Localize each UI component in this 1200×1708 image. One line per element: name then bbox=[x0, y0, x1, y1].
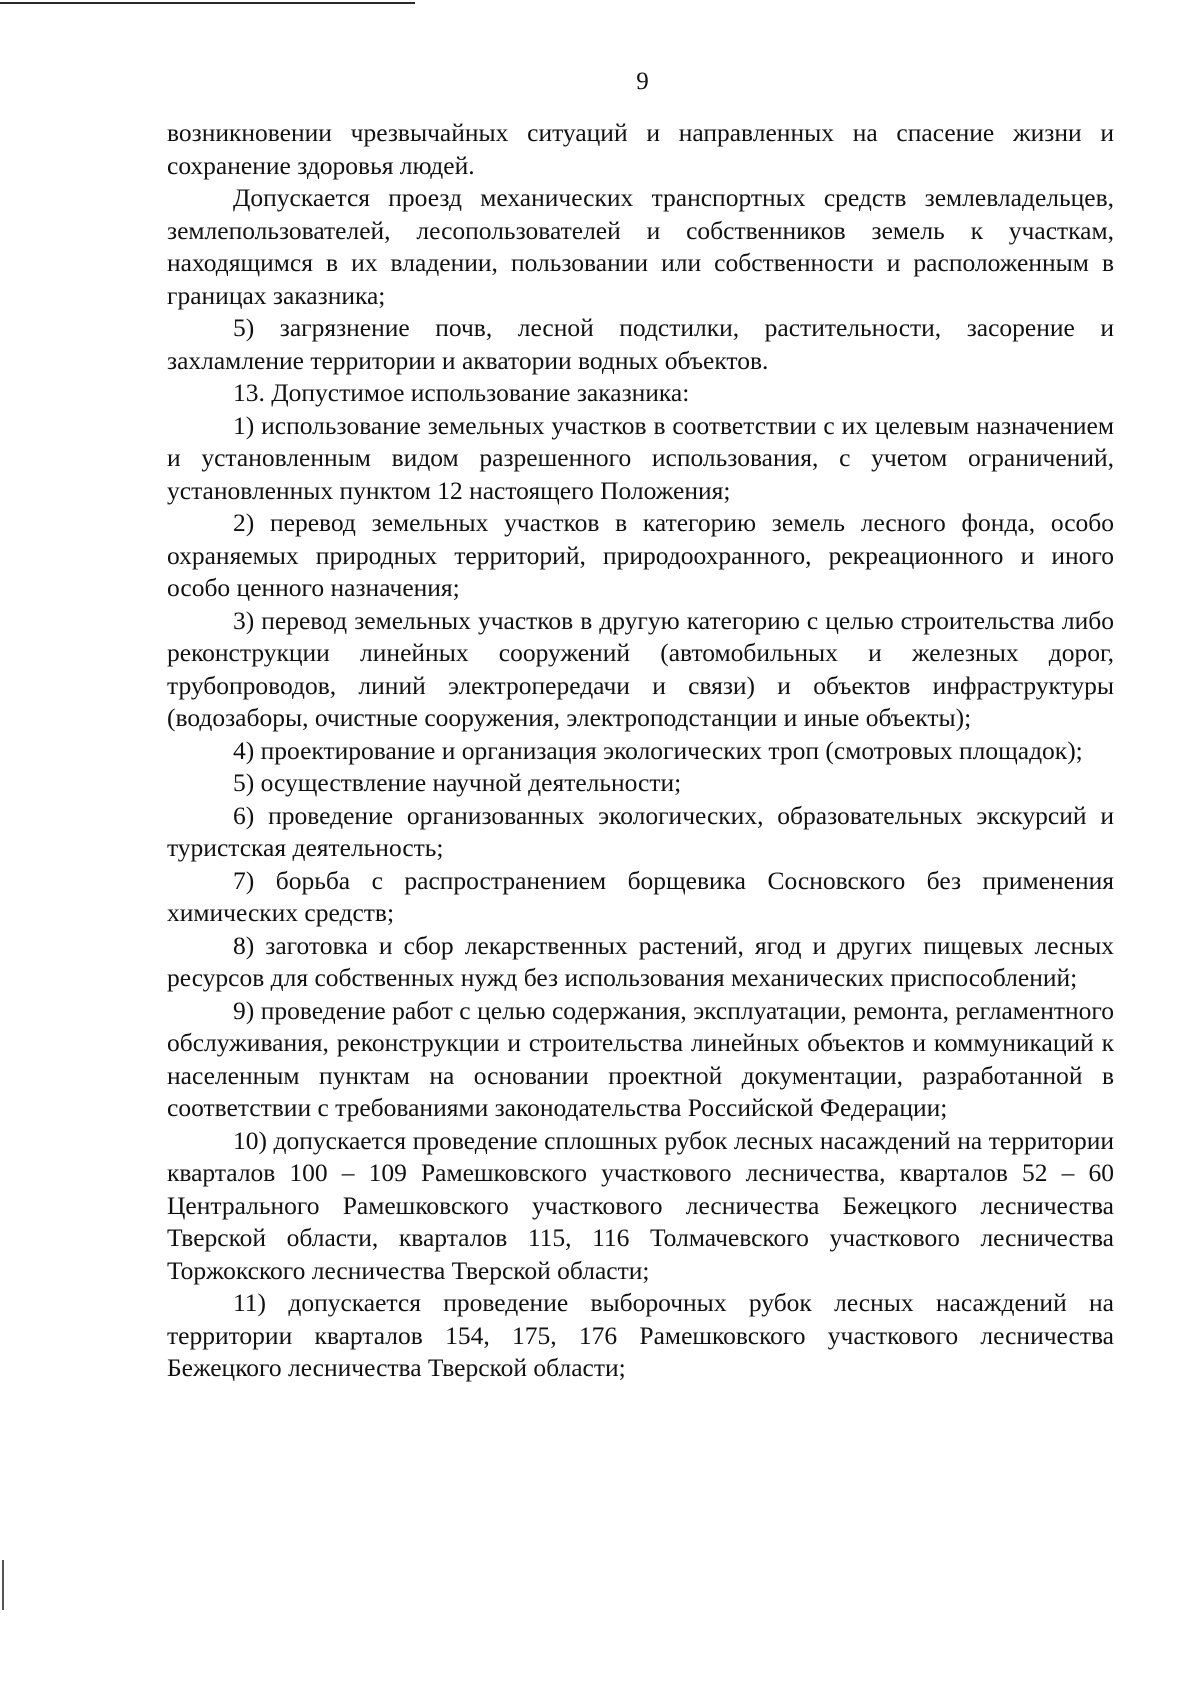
list-item-8: 8) заготовка и сбор лекарственных растений, ягод и других пищевых лесных ресурсов для собственных нужд без использования механических приспособлений; bbox=[167, 930, 1114, 992]
page-number: 9 bbox=[636, 68, 649, 95]
list-item-7: 7) борьба с распространением борщевика Сосновского без применения химических средств; bbox=[167, 865, 1114, 927]
list-item-4: 4) проектирование и организация экологических троп (смотровых площадок); bbox=[233, 735, 1083, 765]
paragraph-vehicle-access: Допускается проезд механических транспортных средств землевладельцев, землепользователей, лесопользователей и собственников земель к участкам, находящимся в их владении, пользовании или собственности и расположенным в границах заказника; bbox=[167, 183, 1114, 310]
list-item-10: 10) допускается проведение сплошных рубок лесных насаждений на территории кварталов 100 – 109 Рамешковского участкового лесничества, кварталов 52 – 60 Центрального Рамешковского участкового лесничества Бежецкого лесничества Тверской области, кварталов 115, 116 Толмачевского участкового лесничества Торжокского лесничества Тверской области; bbox=[167, 1125, 1114, 1285]
list-item-3: 3) перевод земельных участков в другую категорию с целью строительства либо реконструкции линейных сооружений (автомобильных и железных дорог, трубопроводов, линий электропередачи и связи) и объектов инфраструктуры (водозаборы, очистные сооружения, электроподстанции и иные объекты); bbox=[167, 605, 1114, 732]
list-item-6: 6) проведение организованных экологических, образовательных экскурсий и туристская деятельность; bbox=[167, 800, 1114, 862]
document-body bbox=[167, 117, 1114, 1385]
paragraph-prohibition-5: 5) загрязнение почв, лесной подстилки, растительности, засорение и захламление территории и акватории водных объектов. bbox=[167, 313, 1114, 375]
section-13-heading: 13. Допустимое использование заказника: bbox=[233, 378, 690, 407]
list-item-11: 11) допускается проведение выборочных рубок лесных насаждений на территории кварталов 154, 175, 176 Рамешковского участкового лесничества Бежецкого лесничества Тверской области; bbox=[167, 1288, 1114, 1382]
list-item-5: 5) осуществление научной деятельности; bbox=[233, 768, 682, 797]
list-item-2: 2) перевод земельных участков в категорию земель лесного фонда, особо охраняемых природных территорий, природоохранного, рекреационного и иного особо ценного назначения; bbox=[167, 508, 1114, 602]
list-item-9: 9) проведение работ с целью содержания, эксплуатации, ремонта, регламентного обслуживания, реконструкции и строительства линейных объектов и коммуникаций к населенным пунктам на основании проектной документации, разработанной в соответствии с требованиями законодательства Российской Федерации; bbox=[167, 995, 1114, 1122]
paragraph-continuation: возникновении чрезвычайных ситуаций и направленных на спасение жизни и сохранение здоровья людей. bbox=[167, 118, 1114, 180]
top-edge-rule bbox=[0, 2, 415, 4]
list-item-1: 1) использование земельных участков в соответствии с их целевым назначением и установленным видом разрешенного использования, с учетом ограничений, установленных пунктом 12 настоящего Положения; bbox=[167, 410, 1114, 505]
left-margin-mark bbox=[2, 1560, 4, 1610]
